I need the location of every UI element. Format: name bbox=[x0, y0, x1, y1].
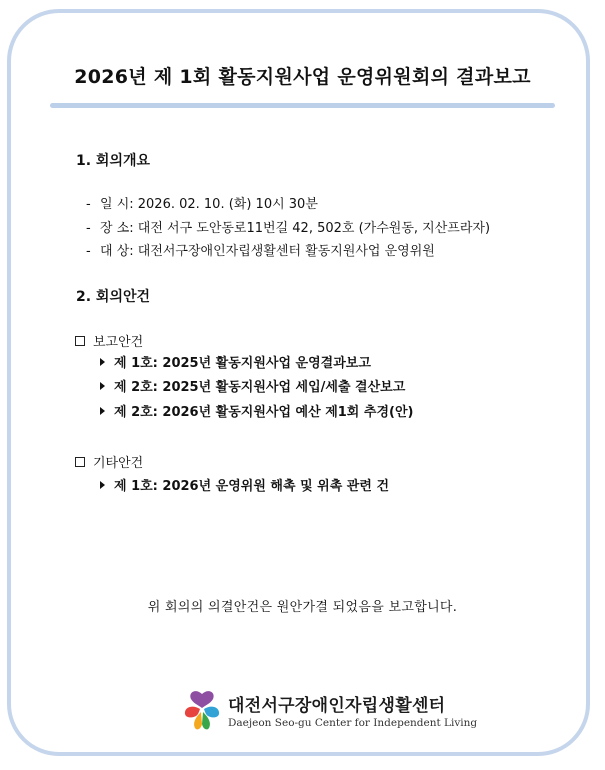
bullet-dash: - bbox=[86, 221, 91, 236]
triangle-bullet-icon bbox=[100, 382, 105, 390]
agenda-group-other-label: 기타안건 bbox=[93, 456, 144, 471]
closing-statement: 위 회의의 의결안건은 원안가결 되었음을 보고합니다. bbox=[147, 600, 458, 615]
overview-location-text: 장 소: 대전 서구 도안동로11번길 42, 502호 (가수원동, 지산프라자) bbox=[100, 221, 491, 236]
organization-logo bbox=[182, 688, 477, 732]
title-divider bbox=[50, 103, 555, 108]
triangle-bullet-icon bbox=[100, 358, 105, 366]
agenda-group-report-label: 보고안건 bbox=[93, 335, 144, 350]
agenda-group-other bbox=[75, 452, 143, 471]
overview-target-text: 대 상: 대전서구장애인자립생활센터 활동지원사업 운영위원 bbox=[100, 244, 435, 259]
agenda-other-item-text: 제 1호: 2026년 운영위원 해촉 및 위촉 관련 건 bbox=[114, 479, 390, 494]
page-title: 2026년 제 1회 활동지원사업 운영위원회의 결과보고 bbox=[74, 66, 531, 88]
triangle-bullet-icon bbox=[100, 407, 105, 415]
logo-english-name: Daejeon Seo-gu Center for Independent Living bbox=[228, 717, 478, 729]
checkbox-square-icon bbox=[75, 336, 85, 346]
logo-korean-name: 대전서구장애인자립생활센터 bbox=[228, 696, 446, 716]
bullet-dash: - bbox=[86, 197, 91, 212]
triangle-bullet-icon bbox=[100, 481, 105, 489]
agenda-report-item-text: 제 2호: 2026년 활동지원사업 예산 제1회 추경(안) bbox=[114, 405, 414, 420]
overview-datetime-text: 일 시: 2026. 02. 10. (화) 10시 30분 bbox=[100, 197, 318, 212]
agenda-report-item-text: 제 1호: 2025년 활동지원사업 운영결과보고 bbox=[114, 356, 371, 371]
agenda-report-item bbox=[100, 401, 413, 420]
overview-line-location bbox=[86, 217, 490, 236]
agenda-report-item bbox=[100, 376, 405, 395]
overview-line-target bbox=[86, 240, 435, 259]
agenda-group-report bbox=[75, 331, 143, 350]
checkbox-square-icon bbox=[75, 457, 85, 467]
agenda-report-item-text: 제 2호: 2025년 활동지원사업 세입/세출 결산보고 bbox=[114, 380, 406, 395]
agenda-other-item bbox=[100, 475, 389, 494]
overview-line-datetime bbox=[86, 193, 318, 212]
section-heading-agenda: 2. 회의안건 bbox=[76, 289, 151, 305]
section-heading-overview: 1. 회의개요 bbox=[76, 153, 151, 169]
agenda-report-item bbox=[100, 352, 371, 371]
bullet-dash: - bbox=[86, 244, 91, 259]
hands-logo-icon bbox=[182, 688, 222, 732]
